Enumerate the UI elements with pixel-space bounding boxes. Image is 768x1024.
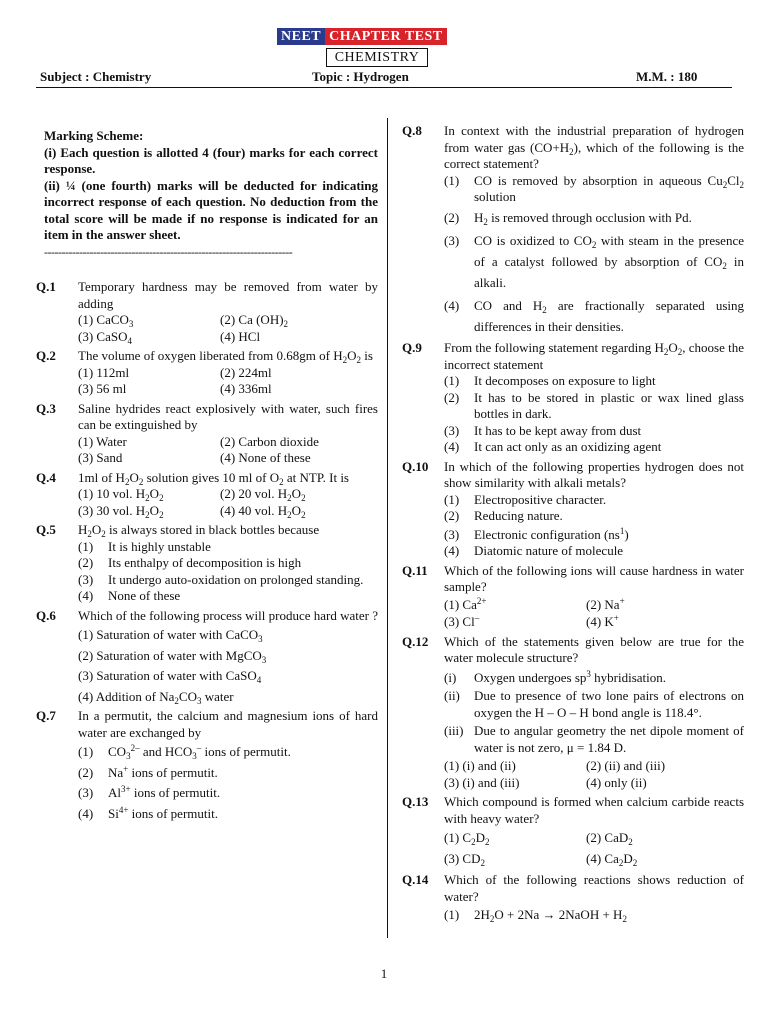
separator: -----------------------------------------------------------------------: [44, 244, 293, 259]
option-4[interactable]: (4) Addition of $Na_2CO_3$ water: [78, 688, 234, 706]
topic-label: Topic : Hydrogen: [312, 69, 409, 84]
option-2[interactable]: (2) Reducing nature.: [444, 508, 563, 523]
option-4[interactable]: (4) None of these: [220, 450, 311, 465]
option-1[interactable]: (1) Electropositive character.: [444, 491, 607, 507]
question-6: [36, 608, 378, 706]
marking-scheme: [44, 128, 378, 244]
question-12: [402, 634, 744, 792]
question-number: Q.9: [402, 340, 422, 355]
question-number: Q.10: [402, 458, 429, 474]
option-3[interactable]: (3) 30 vol. $H_2O_2$: [78, 502, 164, 520]
question-5: [36, 522, 378, 605]
option-1[interactable]: (1) Water: [78, 433, 127, 449]
option-4[interactable]: (4) $Si^{4+}$ ions of permutit.: [78, 804, 218, 821]
max-marks-label: M.M. : 180: [636, 69, 698, 84]
question-text: In which of the following properties hydrogen does not show similarity with alkali metals?: [444, 458, 744, 490]
option-1[interactable]: (1) $C_2D_2$: [444, 830, 490, 847]
question-text: Which of the statements given below are true for the water molecule structure?: [444, 633, 744, 665]
question-number: Q.7: [36, 708, 56, 723]
question-text: The volume of oxygen liberated from 0.68gm of $H_2O_2$ is: [78, 348, 373, 365]
option-4[interactable]: (4) None of these: [78, 588, 181, 603]
option-1[interactable]: (1) $CO_3^{2-}$ and $HCO_3^-$ ions of permutit.: [78, 743, 291, 761]
option-3[interactable]: (3) $CD_2$: [444, 851, 485, 868]
option-2[interactable]: (2) CaD$_2$: [586, 830, 633, 847]
question-number: Q.12: [402, 633, 429, 649]
question-text: 1ml of $H_2O_2$ solution gives 10 ml of $O_2$ at NTP. It is: [78, 469, 349, 487]
option-3[interactable]: (3) Saturation of water with CaSO$_4$: [78, 668, 262, 685]
question-number: Q.8: [402, 123, 422, 138]
option-4[interactable]: (4) $Ca_2D_2$: [586, 851, 638, 868]
question-1: [36, 279, 378, 345]
question-14: [402, 872, 744, 924]
option-4[interactable]: (4) CO and $H_2$ are fractionally separated using differences in their densities.: [444, 298, 744, 334]
left-column: [36, 128, 378, 822]
option-1[interactable]: (1) CaCO$_3$: [78, 312, 134, 329]
option-4[interactable]: (4) HCl: [220, 328, 261, 344]
options: [444, 596, 744, 631]
options: [444, 827, 744, 869]
question-2: [36, 348, 378, 398]
option-2[interactable]: (2) Na+: [586, 595, 625, 612]
option-3[interactable]: (3) Cl–: [444, 613, 480, 629]
option-1[interactable]: (1) 112ml: [78, 364, 130, 380]
option-2[interactable]: (2) Ca $(OH)_2$: [220, 312, 289, 329]
option-1[interactable]: (1) CO is removed by absorption in aqueous $Cu_2Cl_2$ solution: [444, 172, 744, 204]
option-2[interactable]: (2) Carbon dioxide: [220, 433, 319, 449]
column-divider: [387, 118, 388, 938]
question-3: [36, 401, 378, 467]
option-3[interactable]: (3) It has to be kept away from dust: [444, 422, 642, 438]
option-3[interactable]: (3) Electronic configuration $(ns^1)$: [444, 525, 629, 542]
option-3[interactable]: (3) $Al^{3+}$ ions of permutit.: [78, 784, 221, 800]
option-4[interactable]: (4) It can act only as an oxidizing agent: [444, 439, 662, 454]
question-13: [402, 794, 744, 869]
badge-chapter-test: CHAPTER TEST: [325, 28, 447, 45]
option-2[interactable]: (2) 20 vol. $H_2O_2$: [220, 486, 306, 503]
statement-3: (iii) Due to angular geometry the net dipole moment of water is not zero, μ = 1.84 D.: [444, 723, 744, 755]
question-number: Q.13: [402, 794, 429, 809]
question-number: Q.1: [36, 279, 56, 294]
options: [78, 365, 378, 398]
option-2[interactable]: (2) 224ml: [220, 364, 272, 380]
options: [444, 758, 744, 791]
option-1[interactable]: (1) $Ca^{2+}$: [444, 595, 487, 612]
option-1[interactable]: (1) It decomposes on exposure to light: [444, 373, 656, 388]
option-3[interactable]: (3) Sand: [78, 450, 123, 465]
question-number: Q.6: [36, 607, 56, 623]
option-3[interactable]: (3) CaSO$_4$: [78, 328, 132, 346]
question-text: $H_2O_2$ is always stored in black bottles because: [78, 522, 320, 539]
option-1[interactable]: (1) (i) and (ii): [444, 758, 516, 773]
question-10: [402, 459, 744, 560]
subject-label: Subject : Chemistry: [40, 69, 152, 84]
option-2[interactable]: (2) It has to be stored in plastic or wax lined glass bottles in dark.: [444, 389, 744, 421]
option-2[interactable]: (2) (ii) and (iii): [586, 758, 666, 773]
header-divider: [36, 87, 732, 88]
question-text: Which compound is formed when calcium carbide reacts with heavy water?: [444, 794, 744, 826]
option-4[interactable]: (4) 40 vol. $H_2O_2$: [220, 502, 306, 520]
question-number: Q.2: [36, 348, 56, 363]
options: [78, 486, 378, 519]
option-3[interactable]: (3) (i) and (iii): [444, 774, 520, 790]
subject-box: CHEMISTRY: [326, 48, 428, 67]
question-number: Q.11: [402, 562, 428, 578]
question-number: Q.14: [402, 872, 429, 887]
question-9: [402, 340, 744, 456]
option-2[interactable]: (2) $H_2$ is removed through occlusion with Pd.: [444, 209, 692, 227]
option-2[interactable]: (2) Saturation of water with MgCO$_3$: [78, 647, 267, 665]
option-3[interactable]: (3) It undergo auto-oxidation on prolonged standing.: [78, 571, 364, 587]
statement-2: (ii) Due to presence of two lone pairs of electrons on oxygen the H – O – H bond angle is 118.4°.: [444, 688, 744, 720]
option-2[interactable]: (2) Na+ ions of permutit.: [78, 763, 218, 780]
statement-1: (i) Oxygen undergoes $sp^3$ hybridisation.: [444, 668, 667, 685]
question-text: In a permutit, the calcium and magnesium ions of hard water are exchanged by: [78, 708, 378, 740]
question-text: From the following statement regarding $H_2O_2$, choose the incorrect statement: [444, 340, 744, 372]
question-11: [402, 563, 744, 631]
question-4: [36, 470, 378, 520]
marking-rule-2: (ii) ¼ (one fourth) marks will be deducted for indicating incorrect response of each question. No deduction from the total score will be made if no response is indicated for an item in the answer sheet.: [44, 177, 378, 242]
option-3[interactable]: (3) CO is oxidized to $CO_2$ with steam in the presence of a catalyst followed by absorption of $CO_2$ in alkali.: [444, 233, 744, 290]
option-1[interactable]: (1) It is highly unstable: [78, 538, 211, 554]
question-number: Q.5: [36, 522, 56, 537]
question-text: Which of the following ions will cause hardness in water sample?: [444, 562, 744, 594]
option-2[interactable]: (2) Its enthalpy of decomposition is high: [78, 555, 302, 570]
option-4[interactable]: (4) K+: [586, 613, 619, 629]
right-column: [402, 120, 744, 924]
marking-title: Marking Scheme:: [44, 128, 144, 143]
option-1[interactable]: (1) Saturation of water with CaCO$_3$: [78, 627, 263, 644]
question-8: [402, 123, 744, 337]
options: [78, 312, 378, 345]
option-1[interactable]: (1) 10 vol. $H_2O_2$: [78, 486, 164, 503]
question-text: Temporary hardness may be removed from water by adding: [78, 279, 378, 311]
marking-rule-1: (i) Each question is allotted 4 (four) marks for each correct response.: [44, 144, 378, 176]
question-text: Which of the following process will produce hard water ?: [78, 607, 378, 623]
question-number: Q.4: [36, 469, 56, 485]
page-number: 1: [380, 966, 388, 981]
neet-chapter-test-badge: [277, 28, 447, 45]
question-text: Which of the following reactions shows reduction of water?: [444, 872, 744, 904]
option-4[interactable]: (4) only (ii): [586, 774, 647, 790]
option-4[interactable]: (4) 336ml: [220, 381, 272, 396]
options: [78, 434, 378, 467]
question-7: [36, 708, 378, 822]
question-number: Q.3: [36, 400, 56, 416]
question-text: Saline hydrides react explosively with water, such fires can be extinguished by: [78, 400, 378, 432]
question-text: In context with the industrial preparation of hydrogen from water gas $(CO+H_2)$, which of the following is the correct statement?: [444, 123, 745, 171]
option-3[interactable]: (3) 56 ml: [78, 381, 127, 396]
badge-neet: NEET: [277, 28, 325, 45]
option-4[interactable]: (4) Diatomic nature of molecule: [444, 543, 624, 558]
option-1[interactable]: (1) $2H_2O + 2Na$ → 2NaOH + $H_2$: [444, 907, 627, 924]
